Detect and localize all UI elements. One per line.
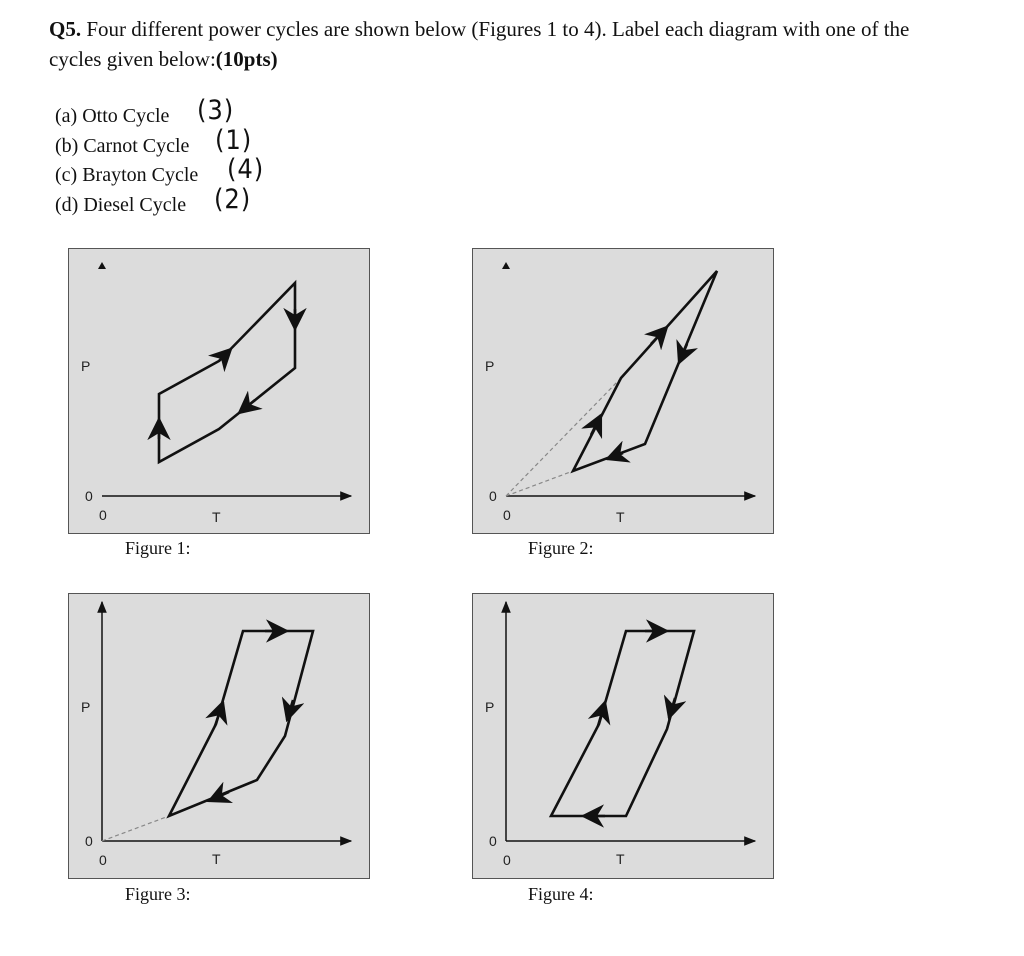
option-label: (d) Diesel Cycle <box>55 193 187 216</box>
question-number: Q5. <box>49 17 82 41</box>
x-axis-label: T <box>212 509 221 525</box>
cycle-arrow <box>239 400 255 413</box>
y-axis-label: P <box>485 358 495 374</box>
handwritten-answer: (2) <box>214 183 252 215</box>
dashed-guide <box>506 471 573 496</box>
cycle-path <box>573 271 717 471</box>
y-origin-label: 0 <box>489 488 497 504</box>
x-axis-label: T <box>616 851 625 867</box>
dashed-guide <box>102 816 169 841</box>
figure-3-diagram <box>68 593 370 879</box>
cycle-arrow <box>209 792 229 801</box>
y-axis-label: P <box>485 699 495 715</box>
figure-4-caption: Figure 4: <box>528 884 594 904</box>
y-origin-label: 0 <box>85 833 93 849</box>
x-axis-label: T <box>212 851 221 867</box>
cycle-arrow <box>219 349 231 361</box>
cycle-path <box>159 283 295 462</box>
option-label: (b) Carnot Cycle <box>55 134 190 157</box>
x-origin-label: 0 <box>99 507 107 523</box>
question-points: (10pts) <box>215 47 278 71</box>
x-axis-label: T <box>616 509 625 525</box>
x-origin-label: 0 <box>503 852 511 868</box>
cycle-arrow <box>591 415 601 435</box>
y-origin-label: 0 <box>85 488 93 504</box>
y-origin-label: 0 <box>489 833 497 849</box>
y-axis-arrow <box>502 262 510 269</box>
cycle-arrow <box>651 327 667 344</box>
cycle-arrow <box>598 702 605 726</box>
question-text <box>49 14 949 74</box>
cycle-path <box>169 631 313 816</box>
cycle-arrow <box>679 344 687 363</box>
handwritten-answer: (4) <box>227 154 265 185</box>
option-label: (a) Otto Cycle <box>55 105 170 127</box>
y-axis-arrow <box>98 262 106 269</box>
dashed-guide <box>506 378 621 496</box>
figure-1-diagram <box>68 248 370 534</box>
cycle-path <box>551 631 694 816</box>
figure-3-caption: Figure 3: <box>125 884 191 904</box>
y-axis-label: P <box>81 358 91 374</box>
cycle-arrow <box>215 702 223 726</box>
y-axis-label: P <box>81 699 91 715</box>
x-origin-label: 0 <box>99 852 107 868</box>
figure-4-diagram <box>472 593 774 879</box>
x-origin-label: 0 <box>503 507 511 523</box>
figure-1-caption: Figure 1: <box>125 538 191 558</box>
figure-2-diagram <box>472 248 774 534</box>
handwritten-answer: (3) <box>197 95 235 126</box>
option-label: (c) Brayton Cycle <box>55 164 199 186</box>
question-body: Four different power cycles are shown below (Figures 1 to 4). Label each diagram with one of the cycles given below: <box>49 17 910 71</box>
handwritten-answer: (1) <box>215 124 253 156</box>
figure-2-caption: Figure 2: <box>528 538 594 558</box>
